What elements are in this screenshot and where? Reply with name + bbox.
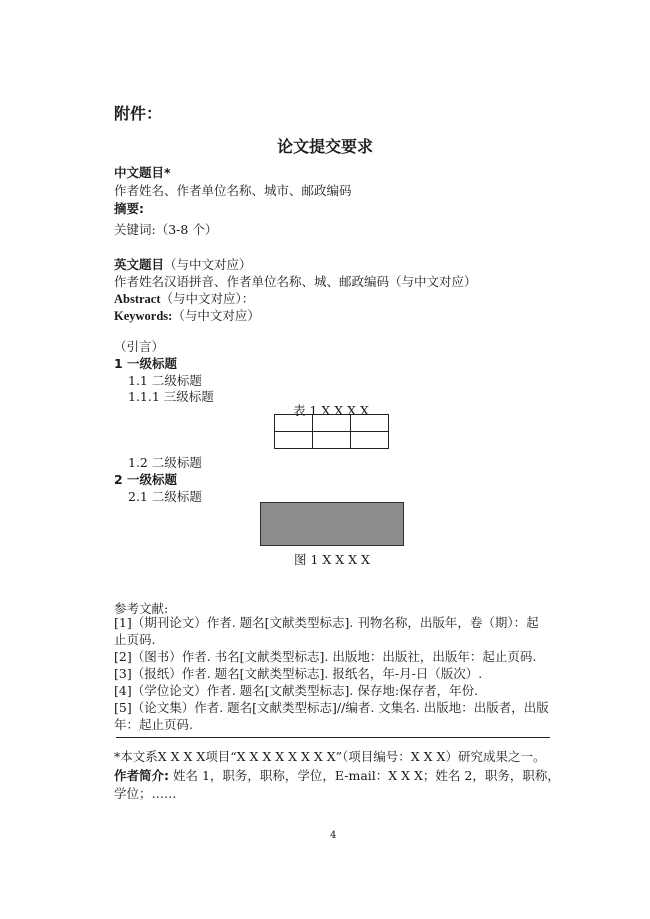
en-keywords-note: （与中文对应） [172, 308, 260, 323]
cn-title-label: 中文题目* [114, 165, 171, 180]
heading-level1-2: 2 一级标题 [114, 472, 178, 487]
table-row [275, 432, 389, 449]
heading-level2-2: 1.2 二级标题 [128, 455, 202, 470]
table-cell [313, 415, 351, 432]
page-title: 论文提交要求 [276, 137, 373, 156]
table-cell [275, 432, 313, 449]
figure-placeholder [260, 502, 404, 546]
table-row [275, 415, 389, 432]
en-title-line [114, 255, 252, 273]
en-keywords-label: Keywords: [114, 309, 173, 323]
en-title-label: 英文题目 [114, 257, 165, 272]
page-number: 4 [330, 830, 337, 841]
cn-abstract-label: 摘要: [114, 201, 144, 216]
references-heading: 参考文献: [114, 601, 169, 616]
cn-author-line: 作者姓名、作者单位名称、城市、邮政编码 [114, 183, 352, 198]
reference-line: 年：起止页码. [114, 717, 193, 732]
reference-line: [3]（报纸）作者. 题名[文献类型标志]. 报纸名，年-月-日（版次）. [114, 666, 483, 681]
footnote-project-line: *本文系X X X X项目“X X X X X X X X”（项目编号：X X X）研究成果之一。 [114, 749, 546, 764]
attachment-label: 附件： [114, 104, 163, 123]
footnote-divider [116, 737, 550, 738]
footnote-author-line [114, 766, 560, 784]
table-caption: 表 1 X X X X [293, 403, 369, 418]
en-author-line: 作者姓名汉语拼音、作者单位名称、城、邮政编码（与中文对应） [114, 274, 477, 289]
reference-line: 止页码. [114, 632, 156, 647]
reference-line: [4]（学位论文）作者. 题名[文献类型标志]. 保存地:保存者，年份. [114, 683, 479, 698]
reference-line: [5]（论文集）作者. 题名[文献类型标志]//编者. 文集名. 出版地：出版者，出版 [114, 700, 549, 715]
table-cell [351, 415, 389, 432]
reference-line: [2]（图书）作者. 书名[文献类型标志]. 出版地：出版社，出版年：起止页码. [114, 649, 537, 664]
heading-level1-1: 1 一级标题 [114, 356, 178, 371]
figure-caption: 图 1 X X X X [294, 552, 370, 567]
heading-level3-1: 1.1.1 三级标题 [128, 389, 214, 404]
en-abstract-line [114, 289, 254, 307]
table-cell [313, 432, 351, 449]
heading-level2-1: 1.1 二级标题 [128, 373, 202, 388]
author-intro-text: 姓名 1，职务，职称，学位，E-mail：X X X；姓名 2，职务，职称， [172, 768, 560, 783]
footnote-author-continued: 学位；…… [114, 786, 177, 801]
reference-line: [1]（期刊论文）作者. 题名[文献类型标志]. 刊物名称，出版年，卷（期）：起 [114, 615, 539, 630]
intro-label: （引言） [114, 339, 165, 354]
heading-level2-3: 2.1 二级标题 [128, 489, 202, 504]
en-abstract-label: Abstract [114, 292, 161, 306]
table-cell [351, 432, 389, 449]
placeholder-table [274, 414, 389, 449]
cn-keywords-line: 关键词:（3-8 个） [114, 222, 218, 237]
en-keywords-line [114, 306, 260, 324]
en-abstract-note: （与中文对应）： [160, 291, 255, 306]
author-intro-label: 作者简介: [114, 768, 169, 783]
table-cell [275, 415, 313, 432]
en-title-note: （与中文对应） [164, 257, 252, 272]
